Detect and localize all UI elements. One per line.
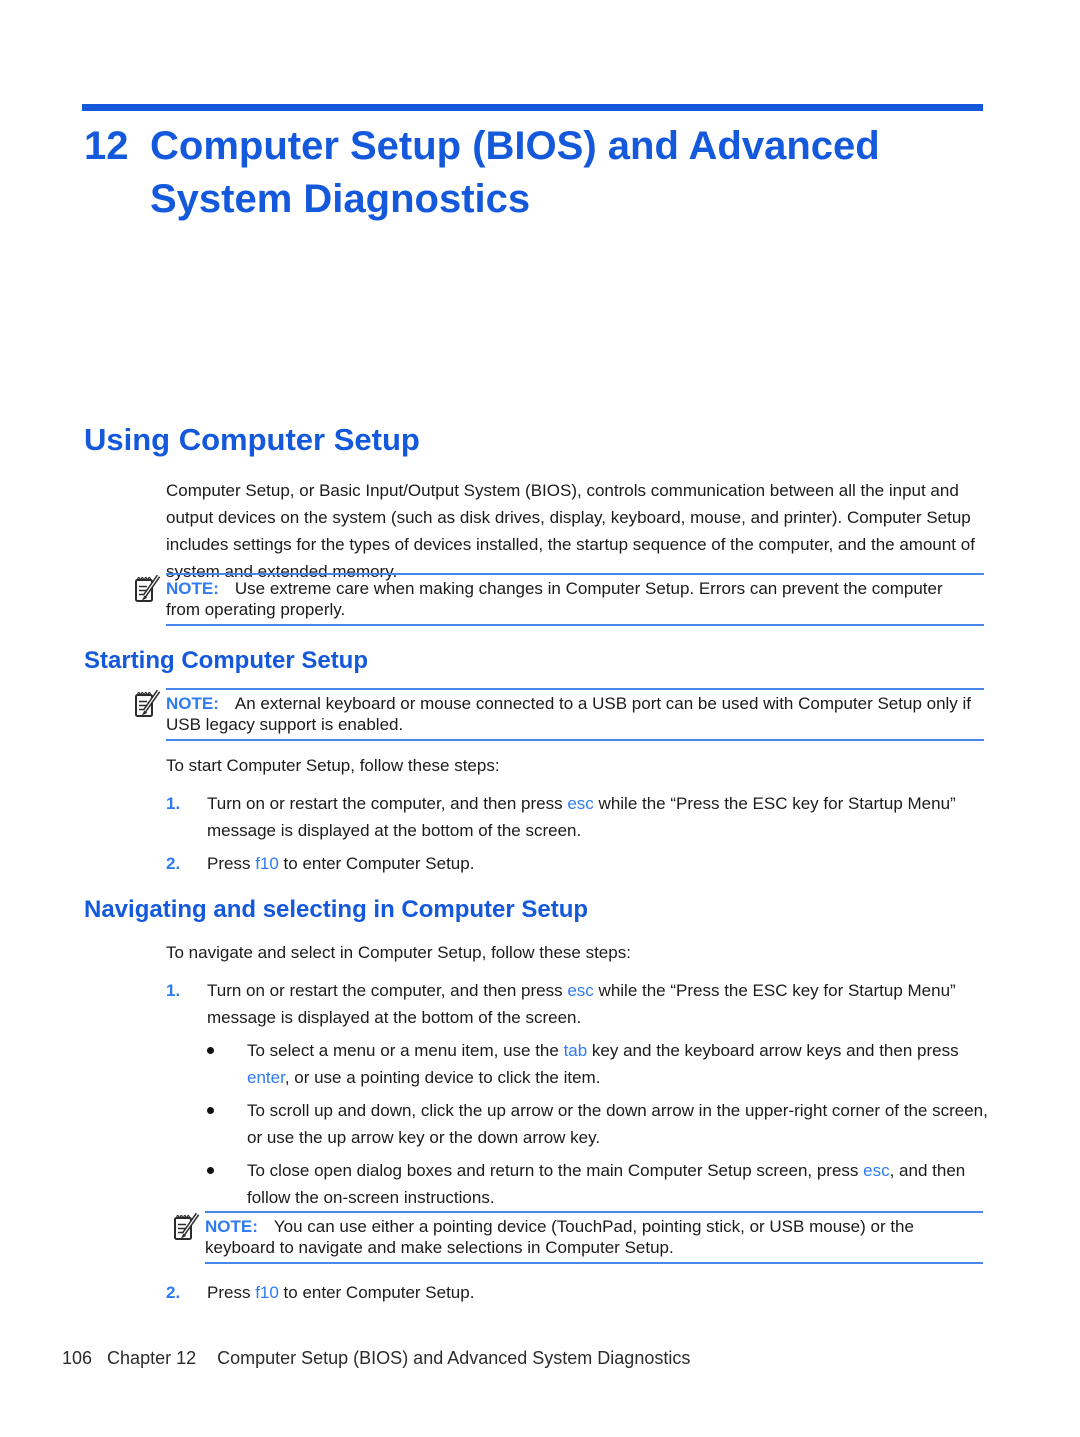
section-heading-navigating-and-selecting: Navigating and selecting in Computer Setup <box>84 896 589 923</box>
step-text: Turn on or restart the computer, and then press esc while the “Press the ESC key for Startup Menu” message is displayed at the bottom of the screen. <box>207 794 956 840</box>
bullet-marker <box>207 1097 247 1151</box>
page-footer <box>62 1348 690 1369</box>
bullet-list-item <box>207 1037 989 1091</box>
bullet-text: To scroll up and down, click the up arrow or the down arrow in the upper-right corner of the screen, or use the up arrow key or the down arrow key. <box>247 1101 988 1147</box>
note-text-block <box>205 1216 977 1258</box>
note-callout <box>205 1211 983 1264</box>
note-label: NOTE: <box>166 694 219 713</box>
chapter-top-rule <box>82 104 983 111</box>
footer-chapter-title: Computer Setup (BIOS) and Advanced System Diagnostics <box>217 1348 691 1368</box>
notepad-pencil-icon <box>172 1210 200 1245</box>
note-text: An external keyboard or mouse connected to a USB port can be used with Computer Setup only if USB legacy support is enabled. <box>166 694 972 734</box>
bullet-list-item <box>207 1097 989 1151</box>
bullet-list-item <box>207 1157 989 1211</box>
page-number: 106 <box>62 1348 93 1368</box>
chapter-heading <box>84 120 989 226</box>
note-text: Use extreme care when making changes in Computer Setup. Errors can prevent the computer from operating properly. <box>166 579 943 619</box>
notepad-pencil-icon <box>133 572 161 607</box>
using-intro-paragraph: Computer Setup, or Basic Input/Output System (BIOS), controls communication between all the input and output devices on the system (such as disk drives, display, keyboard, mouse, and printer). Computer Setup includes settings for the types of devices installed, the startup sequence of the computer, and the amount of system and extended memory. <box>166 481 975 581</box>
step-number: 2. <box>166 854 181 873</box>
bullet-marker <box>207 1037 247 1091</box>
note-callout <box>166 573 984 626</box>
bullet-text: To close open dialog boxes and return to the main Computer Setup screen, press esc, and then follow the on-screen instructions. <box>247 1161 966 1207</box>
note-text-block <box>166 578 978 620</box>
note-callout <box>166 688 984 741</box>
bullet-text: To select a menu or a menu item, use the tab key and the keyboard arrow keys and then press enter, or use a pointing device to click the item. <box>247 1041 959 1087</box>
section-heading-using-computer-setup: Using Computer Setup <box>84 422 420 457</box>
step-text: Press f10 to enter Computer Setup. <box>207 854 475 873</box>
chapter-number: 12 <box>84 124 129 168</box>
numbered-step <box>166 1279 985 1306</box>
notepad-pencil-icon <box>133 687 161 722</box>
chapter-title: Computer Setup (BIOS) and Advanced System Diagnostics <box>150 124 880 221</box>
step-text: Turn on or restart the computer, and then press esc while the “Press the ESC key for Startup Menu” message is displayed at the bottom of the screen. <box>207 981 956 1027</box>
navigating-lead-sentence: To navigate and select in Computer Setup, follow these steps: <box>166 943 631 962</box>
note-label: NOTE: <box>205 1217 258 1236</box>
numbered-step <box>166 790 985 844</box>
bullet-marker <box>207 1157 247 1211</box>
step-number: 1. <box>166 981 181 1000</box>
starting-lead-sentence: To start Computer Setup, follow these steps: <box>166 756 500 775</box>
note-text-block <box>166 693 978 735</box>
note-label: NOTE: <box>166 579 219 598</box>
step-number: 2. <box>166 1283 181 1302</box>
note-text: You can use either a pointing device (TouchPad, pointing stick, or USB mouse) or the keyboard to navigate and make selections in Computer Setup. <box>205 1217 914 1257</box>
numbered-step <box>166 977 985 1031</box>
step-text: Press f10 to enter Computer Setup. <box>207 1283 475 1302</box>
section-heading-starting-computer-setup: Starting Computer Setup <box>84 647 369 674</box>
step-number: 1. <box>166 794 181 813</box>
numbered-step <box>166 850 985 877</box>
footer-chapter-label: Chapter 12 <box>107 1348 197 1368</box>
